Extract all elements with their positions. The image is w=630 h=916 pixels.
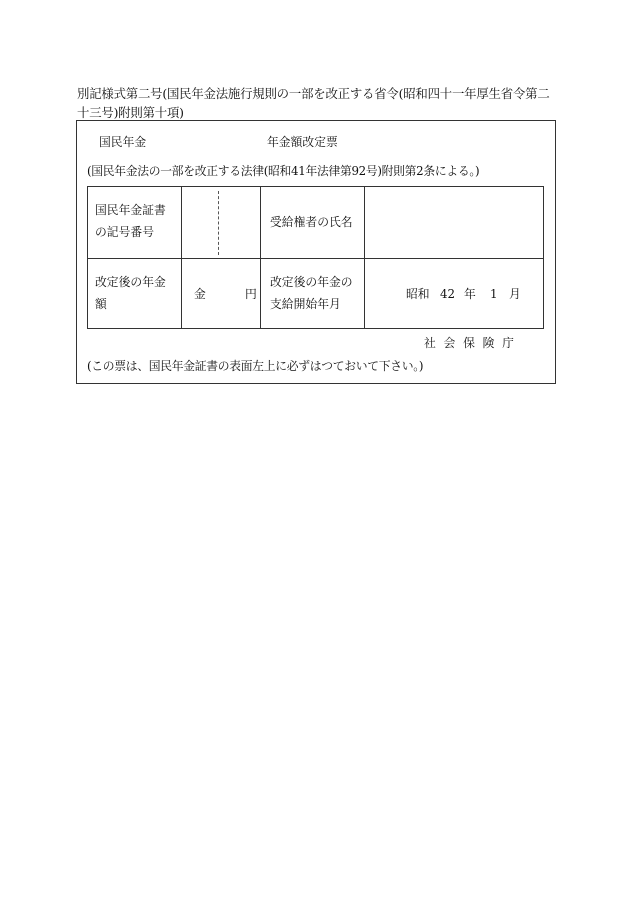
start-month: 1 (490, 287, 498, 301)
dashed-divider (218, 191, 219, 255)
form-left-title: 国民年金 (99, 135, 147, 149)
form-center-title: 年金額改定票 (267, 135, 338, 149)
col-divider (260, 187, 261, 329)
start-year: 42 (440, 287, 456, 301)
start-year-unit: 年 (464, 287, 476, 301)
form-note: (この票は、国民年金証書の表面左上に必ずはつておいて下さい。) (87, 359, 424, 373)
recipient-name-label: 受給権者の氏名 (270, 215, 353, 229)
pension-revision-form (76, 120, 556, 384)
certificate-number-label: 国民年金証書の記号番号 (95, 203, 166, 239)
row-divider (88, 258, 543, 259)
revised-amount-label: 改定後の年金額 (95, 275, 166, 311)
col-divider (181, 187, 182, 329)
start-era: 昭和 (406, 287, 430, 301)
issuer: 社 会 保 険 庁 (424, 336, 514, 350)
form-subtitle: (国民年金法の一部を改正する法律(昭和41年法律第92号)附則第2条による。) (87, 164, 480, 178)
payment-start-label: 改定後の年金の支給開始年月 (270, 275, 353, 311)
amount-suffix: 円 (245, 287, 257, 301)
col-divider (364, 187, 365, 329)
amount-prefix: 金 (194, 287, 206, 301)
form-table (87, 186, 544, 329)
form-heading: 別記様式第二号(国民年金法施行規則の一部を改正する省令(昭和四十一年厚生省令第二十三号)附則第十項) (77, 86, 550, 120)
start-month-unit: 月 (509, 287, 521, 301)
